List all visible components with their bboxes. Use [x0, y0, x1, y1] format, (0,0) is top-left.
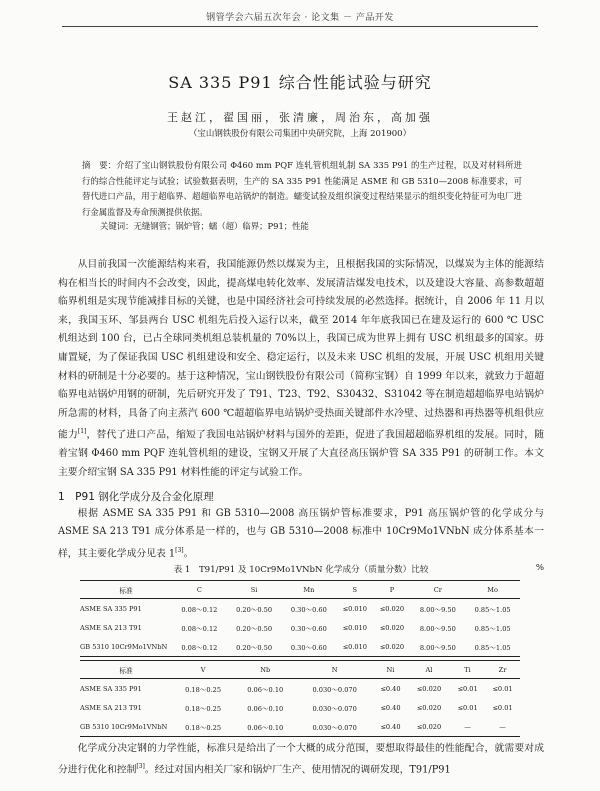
table-cell: ≤0.01: [492, 684, 513, 693]
header-rule: [62, 26, 538, 27]
table-cell: ASME SA 213 T91: [80, 703, 142, 712]
table-row: [80, 717, 520, 737]
table-cell: ≤0.020: [379, 604, 405, 613]
table-cell: 0.30～0.60: [290, 624, 327, 633]
table-cell: ASME SA 213 T91: [80, 623, 142, 632]
table-cell: 0.08～0.12: [181, 605, 218, 614]
table-cell: 8.00～9.50: [419, 624, 456, 633]
table-cell: ASME SA 335 P91: [80, 684, 142, 693]
table-cell: 0.30～0.60: [281, 637, 336, 657]
authors: 王赵江，翟国丽，张清廉，周治东，高加强: [167, 111, 433, 124]
table-header-cell: 标准: [80, 581, 172, 599]
table-cell: 0.20～0.50: [236, 624, 273, 633]
table-1-part-2: [80, 660, 520, 737]
table-cell: 0.85～1.05: [474, 605, 511, 614]
table-cell: —: [450, 717, 485, 737]
table-cell: 0.20～0.50: [236, 605, 273, 614]
table-cell: 0.030～0.070: [296, 717, 373, 737]
table-cell: 0.06～0.10: [234, 717, 296, 737]
table-cell: 0.20～0.50: [227, 637, 282, 657]
table-cell: GB 5310 10Cr9Mo1VNbN: [80, 717, 172, 737]
table-header-cell: Ni: [373, 661, 408, 679]
table-cell: 0.030～0.070: [312, 704, 357, 713]
table-cell: ≤0.010: [342, 604, 367, 613]
table-cell: 0.030～0.070: [312, 685, 357, 694]
introduction: [58, 256, 544, 482]
keywords-text: 无缝钢管；锅炉管；蠕（超）临界；P91；性能: [133, 221, 309, 231]
table-header-cell: Mo: [465, 581, 520, 599]
table-cell: —: [485, 717, 520, 737]
table-cell: ≤0.020: [373, 637, 410, 657]
citation: [1]: [77, 428, 87, 436]
intro-paragraph: 从目前我国一次能源结构来看，我国能源仍然以煤炭为主，且根据我国的实际情况，以煤炭为主体的能源结构在相当长的时间内不会改变，因此，提高煤电转化效率、发展清洁煤发电技术，以及建设大容量、高参数超超临界机组是实现节能减排目标的关键，也是中国经济社会可持续发展的必然选择。据统计，自 2006 年 11 月以来，我国玉环、邹县两台 USC 机组先后投入运行以来，截至 2014 年年底我国已在建及运行的 600 ℃ USC 机组达到 100 台，已占全球同类机组总装机量的 70%以上，我国已成为世界上拥有 USC 机组最多的国家。毋庸置疑，为了保证我国 USC 机组建设和安全、稳定运行，以及未来 USC 机组的发展，开展 USC 机组用关键材料的研制是十分必要的。基于这种情况，宝山钢铁股份有限公司（简称宝钢）自 1999 年以来，就致力于超超临界电站锅炉用钢的研制，先后研究开发了 T91、T23、T92、S30432、S31042 等在制造超超临界电站锅炉所急需的材料，具备了向主蒸汽 600 ℃超超临界电站锅炉受热面关键部件水冷壁、过热器和再热器等机组供应能力[1]，替代了进口产品，缩短了我国电站锅炉材料与国外的差距，促进了我国超超临界机组的发展。同时，随着宝钢 Φ460 mm PQF 连轧管机组的建设，宝钢又开展了大直径高压锅炉管 SA 335 P91 的研制工作。本文主要介绍宝钢 SA 335 P91 材料性能的评定与试验工作。: [58, 259, 545, 478]
table-header-cell: Ti: [450, 661, 485, 679]
table-cell: 0.18～0.25: [185, 704, 222, 713]
table-cell: 0.08～0.12: [172, 637, 227, 657]
abstract-text: 介绍了宝山钢铁股份有限公司 Φ460 mm PQF 连轧管机组轧制 SA 335 P91 的生产过程，以及对材料所进行的综合性能评定与试验；试验数据表明，生产的 SA 335 P91 性能满足 ASME 和 GB 5310—2008 标准要求，可替代进口产品，用于超临界、超超临界电站锅炉的制造。蠕变试验及组织演变过程结果显示的组织变化特征可为电厂进行金属监督及寿命预测提供依据。: [82, 160, 522, 218]
table-cell: 0.85～1.05: [474, 624, 511, 633]
table-cell: ≤0.40: [373, 717, 408, 737]
table-caption-text: 表 1 T91/P91 及 10Cr9Mo1VNbN 化学成分（质量分数）比较: [173, 565, 429, 575]
table-header-cell: Mn: [281, 581, 336, 599]
table-header-cell: N: [296, 661, 373, 679]
paper-title: SA 335 P91 综合性能试验与研究: [168, 73, 432, 92]
closing-paragraph: 化学成分决定钢的力学性能，标准只是给出了一个大概的成分范围，要想取得最佳的性能配合，就需要对成分进行优化和控制[3]。经过对国内相关厂家和锅炉厂生产、使用情况的调研发现，T91/P91: [58, 743, 544, 776]
table-header-cell: V: [172, 661, 234, 679]
table-header-cell: Zr: [485, 661, 520, 679]
keywords-label: 关键词：: [100, 221, 134, 231]
table-cell: ≤0.01: [492, 703, 513, 712]
table-cell: ≤0.010: [342, 623, 367, 632]
table-header-cell: Cr: [410, 581, 465, 599]
table-header-cell: Al: [408, 661, 450, 679]
table-cell: 0.06～0.10: [247, 685, 284, 694]
table-header-cell: 标准: [80, 661, 172, 679]
table-cell: 0.06～0.10: [247, 704, 284, 713]
keywords: [100, 220, 540, 232]
table-cell: ≤0.01: [457, 684, 478, 693]
table-cell: ≤0.020: [379, 623, 405, 632]
table-row: [80, 599, 520, 619]
abstract-label: 摘 要：: [82, 160, 117, 170]
table-1-part-1: [80, 580, 520, 657]
table-cell: 0.30～0.60: [290, 605, 327, 614]
table-cell: ≤0.40: [380, 703, 401, 712]
abstract: [82, 158, 522, 221]
table-cell: ≤0.020: [416, 684, 442, 693]
table-header-cell: P: [373, 581, 410, 599]
table-header-cell: C: [172, 581, 227, 599]
table-header-cell: S: [336, 581, 373, 599]
table-cell: ≤0.01: [457, 703, 478, 712]
affiliation: （宝山钢铁股份有限公司集团中央研究院，上海 201900）: [188, 129, 412, 139]
table-cell: ≤0.40: [380, 684, 401, 693]
section-1-text: 根据 ASME SA 335 P91 和 GB 5310—2008 高压锅炉管标准要求，P91 高压锅炉管的化学成分与 ASME SA 213 T91 成分体系是一样的，也与 GB 5310—2008 标准中 10Cr9Mo1VNbN 成分体系基本一样，其主要化学成分见表 1[3]。: [58, 508, 544, 560]
table-row: [80, 618, 520, 637]
table-header-cell: Si: [227, 581, 282, 599]
citation: [3]: [136, 763, 145, 771]
table-unit: %: [535, 563, 544, 573]
table-cell: ≤0.020: [408, 717, 450, 737]
table-cell: 0.18～0.25: [172, 717, 234, 737]
table-cell: 0.85～1.05: [465, 637, 520, 657]
table-row: [80, 637, 520, 657]
table-cell: 0.08～0.12: [181, 624, 218, 633]
table-cell: ≤0.010: [336, 637, 373, 657]
table-cell: GB 5310 10Cr9Mo1VNbN: [80, 637, 172, 657]
section-heading: 1 P91 钢化学成分及合金化原理: [58, 491, 214, 503]
table-cell: 8.00～9.50: [419, 605, 456, 614]
table-cell: 0.18～0.25: [185, 685, 222, 694]
table-cell: 8.00～9.50: [410, 637, 465, 657]
table-cell: ≤0.020: [416, 703, 442, 712]
table-cell: ASME SA 335 P91: [80, 604, 142, 613]
table-row: [80, 679, 520, 699]
running-header: 钢管学会六届五次年会 · 论文集 － 产品开发: [206, 13, 394, 23]
citation: [3]: [175, 546, 184, 554]
table-row: [80, 698, 520, 717]
table-header-cell: Nb: [234, 661, 296, 679]
